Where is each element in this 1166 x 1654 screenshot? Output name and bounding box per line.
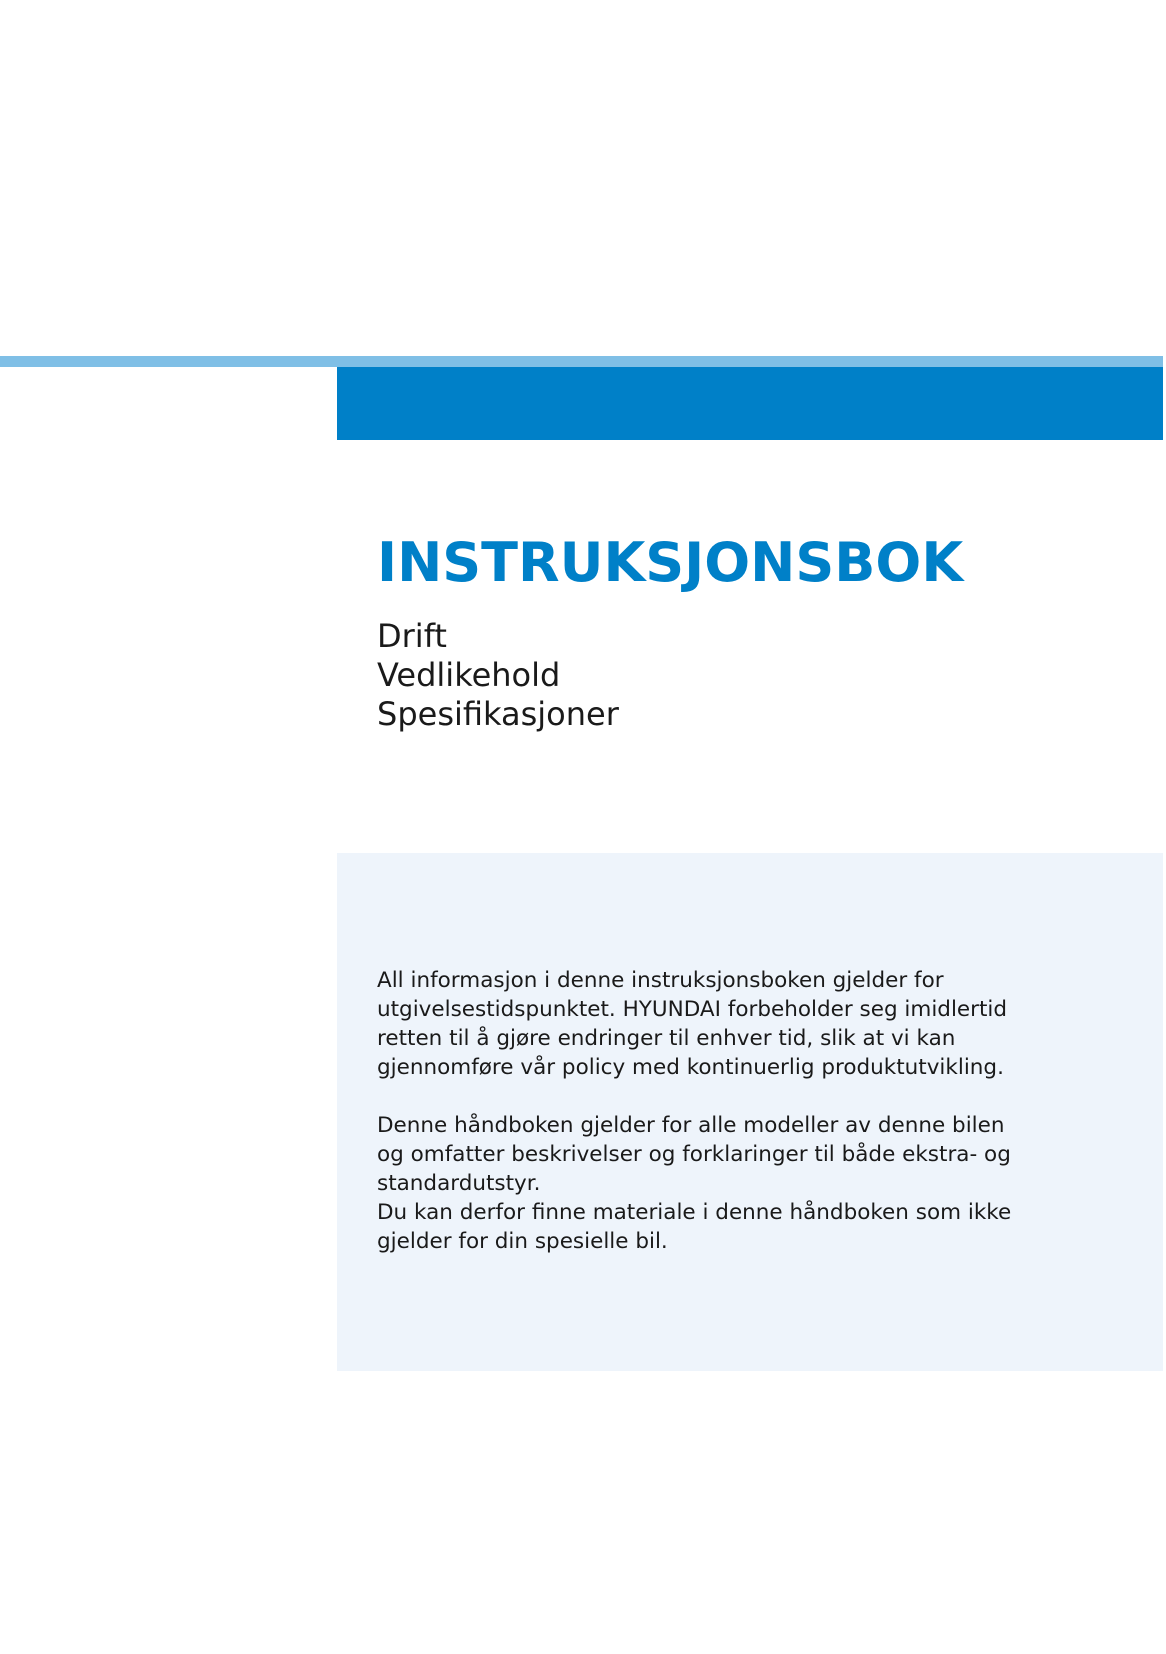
info-p1-line: retten til å gjøre endringer til enhver tid, slik at vi kan — [377, 1026, 956, 1051]
info-p1-line: gjennomføre vår policy med kontinuerlig produktutvikling. — [377, 1055, 1004, 1080]
info-p2-line: Denne håndboken gjelder for alle modeller av denne bilen — [377, 1113, 1005, 1138]
info-p2-line: og omfatter beskrivelser og forklaringer til både ekstra- og — [377, 1142, 1011, 1167]
subtitle-spesifikasjoner: Spesifikasjoner — [377, 695, 619, 733]
info-paragraph-2 — [377, 1111, 1127, 1198]
subtitle-list — [377, 617, 619, 734]
header-color-block — [337, 367, 1163, 440]
info-text — [377, 966, 1127, 1256]
info-p1-line: All informasjon i denne instruksjonsboken gjelder for — [377, 968, 944, 993]
info-paragraph-3 — [377, 1198, 1127, 1256]
page-title: INSTRUKSJONSBOK — [377, 531, 964, 594]
top-accent-stripe — [0, 356, 1163, 367]
info-p3-line: gjelder for din spesielle bil. — [377, 1229, 668, 1254]
info-p1-line: utgivelsestidspunktet. HYUNDAI forbeholder seg imidlertid — [377, 997, 1008, 1022]
info-p2-line: standardutstyr. — [377, 1171, 541, 1196]
subtitle-drift: Drift — [377, 617, 447, 655]
info-paragraph-1 — [377, 966, 1127, 1082]
subtitle-vedlikehold: Vedlikehold — [377, 656, 561, 694]
info-p3-line: Du kan derfor finne materiale i denne håndboken som ikke — [377, 1200, 1012, 1225]
